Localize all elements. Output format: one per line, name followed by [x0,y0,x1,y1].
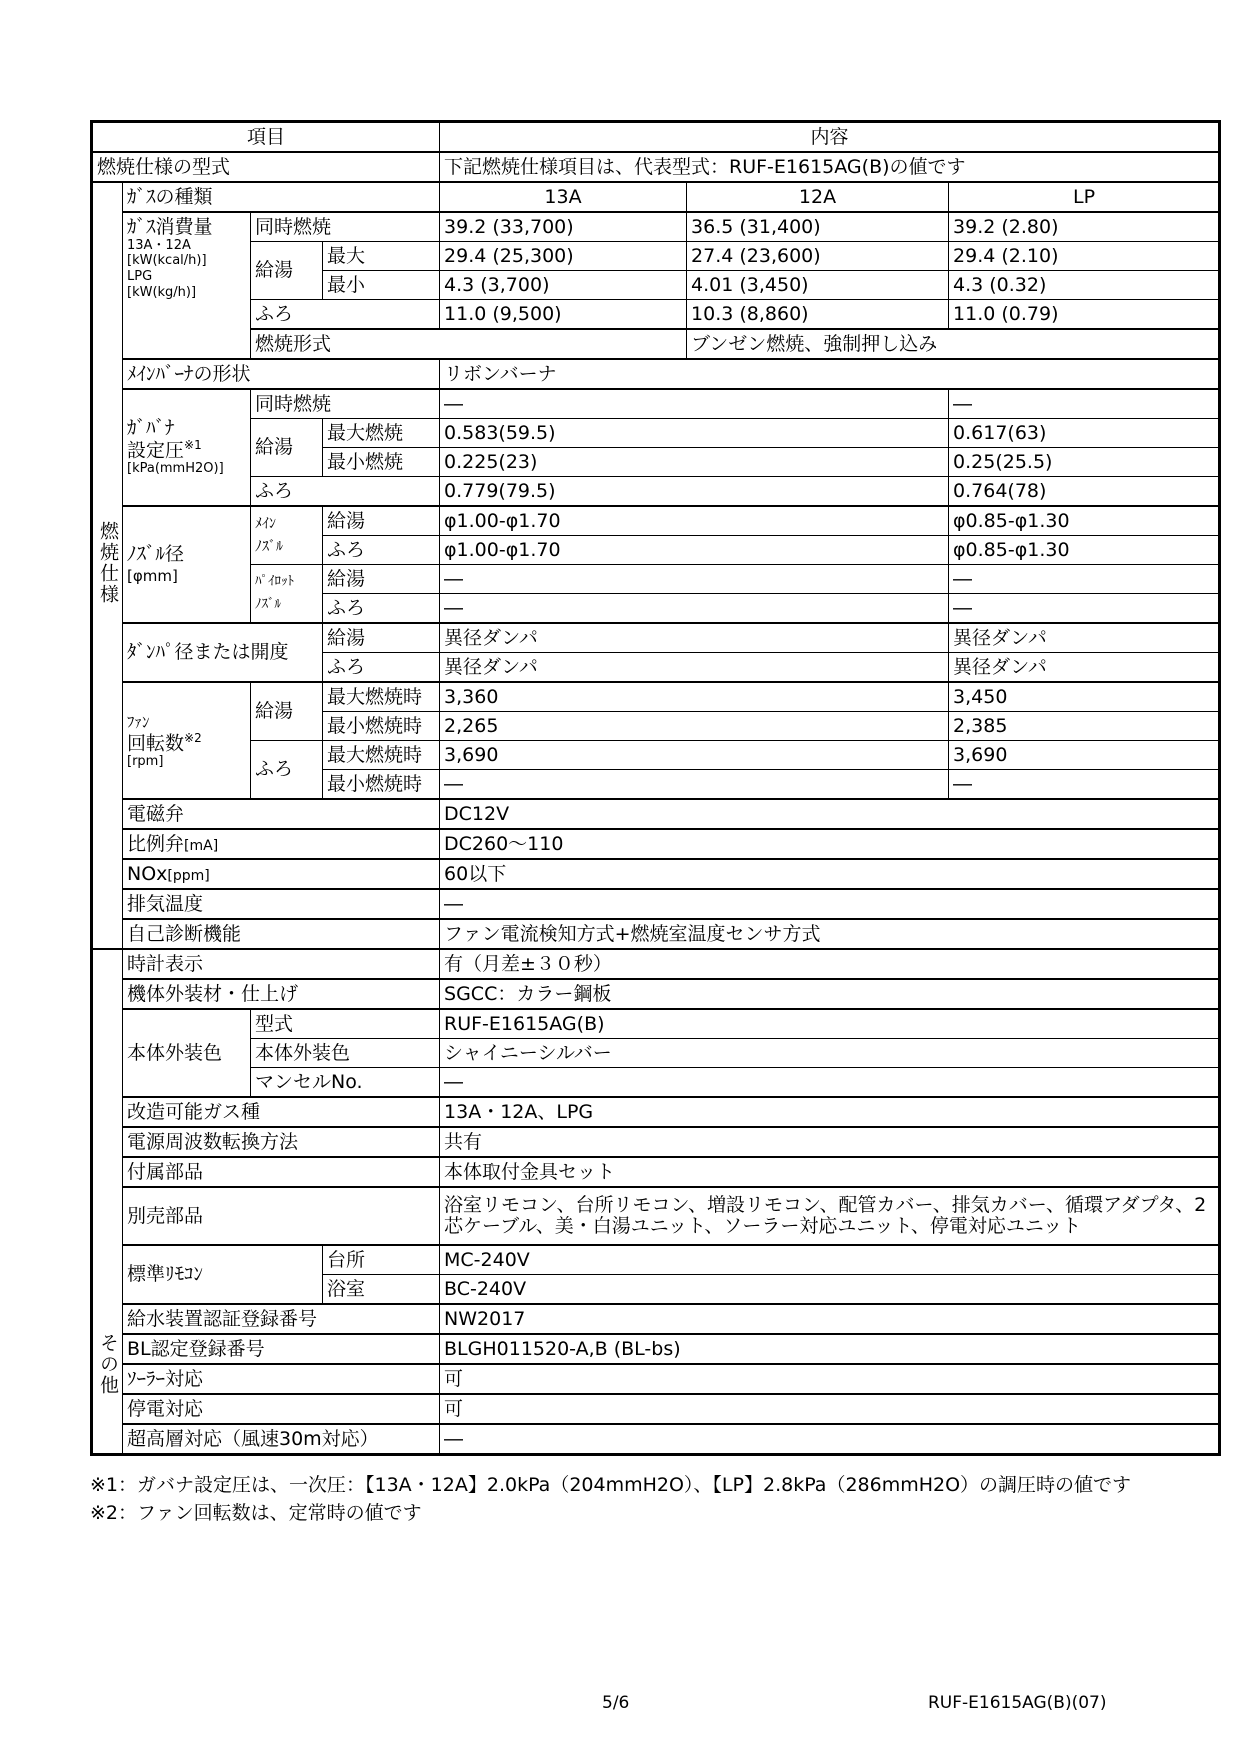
material-value: SGCC：カラー鋼板 [440,979,1220,1009]
clock-label: 時計表示 [123,949,440,979]
table-row [92,859,1220,889]
table-row [92,1068,1220,1098]
gc-simul-label: 同時燃焼 [251,212,440,242]
table-row [92,1127,1220,1157]
table-row [92,889,1220,919]
gas-12a: 12A [687,182,949,212]
remote-kitchen-value: MC-240V [440,1245,1220,1275]
fan-fmax-value: 3,690 [440,741,949,770]
fan-kyuto-label: 給湯 [251,682,323,741]
gas-consumption-unit2: [kW(kcal/h)] [127,253,207,269]
color-munsell-value: ― [440,1068,1220,1098]
table-row [92,1009,1220,1039]
fan-fmin-label: 最小燃焼時 [323,770,440,800]
remote-bath-label: 浴室 [323,1275,440,1305]
clock-value: 有（月差±３０秒） [440,949,1220,979]
convertible-value: 13A・12A、LPG [440,1097,1220,1127]
high-rise-label: 超高層対応（風速30m対応） [123,1424,440,1455]
gas-consumption-unit1: 13A・12A [127,237,191,253]
nz-main-kyuto-label: 給湯 [323,506,440,536]
gc-max-lp: 29.4 (2.10) [949,242,1220,271]
header-row [92,122,1220,153]
table-row [92,1364,1220,1394]
fan-kmin-lp: 2,385 [949,712,1220,741]
exhaust-value: ― [440,889,1220,919]
nozzle-title: ﾉｽﾞﾙ径 [127,542,185,565]
gc-furo-label: ふろ [251,300,440,330]
gas-consumption-label [123,212,251,359]
gc-simul-12a: 36.5 (31,400) [687,212,949,242]
gc-min-12a: 4.01 (3,450) [687,271,949,300]
gov-kyuto-label: 給湯 [251,419,323,477]
fan-label [123,682,251,799]
table-row [92,682,1220,712]
solar-value: 可 [440,1364,1220,1394]
power-outage-label: 停電対応 [123,1394,440,1424]
options-label: 別売部品 [123,1187,440,1245]
nozzle-unit: [φmm] [127,566,178,585]
fan-kmax-label: 最大燃焼時 [323,682,440,712]
nozzle-pilot-1: ﾊﾟｲﾛｯﾄ [255,574,294,590]
water-cert-value: NW2017 [440,1304,1220,1334]
nozzle-pilot-label [251,565,323,624]
table-row [92,152,1220,182]
gov-max-value: 0.583(59.5) [440,419,949,448]
table-row [92,1424,1220,1455]
gas-consumption-unit4: [kW(kg/h)] [127,284,197,300]
model-label: 燃焼仕様の型式 [92,152,440,182]
solenoid-value: DC12V [440,799,1220,829]
remote-bath-value: BC-240V [440,1275,1220,1305]
table-row [92,1157,1220,1187]
document-code: RUF-E1615AG(B)(07) [928,1693,1107,1713]
table-row [92,242,1220,271]
gc-max-12a: 27.4 (23,600) [687,242,949,271]
table-row [92,182,1220,212]
table-row [92,979,1220,1009]
gov-max-label: 最大燃焼 [323,419,440,448]
spec-table [90,120,1221,1456]
gc-max-13a: 29.4 (25,300) [440,242,687,271]
table-row [92,300,1220,330]
nz-pilot-kyuto-label: 給湯 [323,565,440,594]
fan-note: ※2 [184,731,202,746]
remote-kitchen-label: 台所 [323,1245,440,1275]
section-combustion-spec [92,182,123,949]
gov-max-lp: 0.617(63) [949,419,1220,448]
nox-title: NOx [127,862,168,885]
water-cert-label: 給水装置認証登録番号 [123,1304,440,1334]
nozzle-main-label [251,506,323,565]
fan-fmax-label: 最大燃焼時 [323,741,440,770]
color-body-value: シャイニーシルバー [440,1039,1220,1068]
fan-kmax-value: 3,360 [440,682,949,712]
freq-label: 電源周波数転換方法 [123,1127,440,1157]
gc-simul-13a: 39.2 (33,700) [440,212,687,242]
section-combustion-label: 燃焼仕様 [96,521,119,606]
fan-title1: ﾌｧﾝ [127,713,150,732]
gc-min-13a: 4.3 (3,700) [440,271,687,300]
solar-label: ｿｰﾗｰ対応 [123,1364,440,1394]
nz-main-kyuto-lp: φ0.85-φ1.30 [949,506,1220,536]
combustion-type-label: 燃焼形式 [251,329,687,359]
color-body-label: 本体外装色 [251,1039,440,1068]
nozzle-main-2: ﾉｽﾞﾙ [255,538,283,555]
table-row [92,506,1220,536]
damper-kyuto-lp: 異径ダンパ [949,623,1220,653]
fan-furo-label: ふろ [251,741,323,800]
gov-simul-lp: ― [949,389,1220,419]
fan-fmin-lp: ― [949,770,1220,800]
gas-type-label: ｶﾞｽの種類 [123,182,440,212]
table-row [92,565,1220,594]
fan-kmin-value: 2,265 [440,712,949,741]
fan-fmax-lp: 3,690 [949,741,1220,770]
gov-simul-value: ― [440,389,949,419]
gc-max-label: 最大 [323,242,440,271]
governor-note: ※1 [184,438,202,453]
footnote-1: ※1：ガバナ設定圧は、一次圧：【13A・12A】2.0kPa（204mmH2O）、【LP】2.8kPa（286mmH2O）の調圧時の値です [90,1474,1132,1496]
gc-furo-13a: 11.0 (9,500) [440,300,687,330]
accessories-value: 本体取付金具セット [440,1157,1220,1187]
table-row [92,1394,1220,1424]
accessories-label: 付属部品 [123,1157,440,1187]
fan-fmin-value: ― [440,770,949,800]
damper-furo-lp: 異径ダンパ [949,653,1220,683]
self-diag-value: ファン電流検知方式+燃焼室温度センサ方式 [440,919,1220,949]
header-item: 項目 [92,122,440,153]
table-row [92,1187,1220,1245]
gas-lp: LP [949,182,1220,212]
table-row [92,829,1220,859]
remote-label: 標準ﾘﾓｺﾝ [123,1245,323,1304]
gov-furo-value: 0.779(79.5) [440,477,949,507]
table-row [92,359,1220,389]
gov-min-lp: 0.25(25.5) [949,448,1220,477]
governor-unit: [kPa(mmH2O)] [127,461,224,477]
gov-min-value: 0.225(23) [440,448,949,477]
prop-valve-value: DC260～110 [440,829,1220,859]
gas-13a: 13A [440,182,687,212]
nz-main-kyuto-value: φ1.00-φ1.70 [440,506,949,536]
table-row [92,477,1220,507]
table-row [92,799,1220,829]
material-label: 機体外装材・仕上げ [123,979,440,1009]
table-row [92,1097,1220,1127]
fan-unit: [rpm] [127,754,164,770]
table-row [92,741,1220,770]
fan-kmax-lp: 3,450 [949,682,1220,712]
nz-pilot-furo-label: ふろ [323,594,440,624]
gc-min-label: 最小 [323,271,440,300]
header-content: 内容 [440,122,1220,153]
gc-furo-lp: 11.0 (0.79) [949,300,1220,330]
table-row [92,1039,1220,1068]
solenoid-label: 電磁弁 [123,799,440,829]
color-munsell-label: マンセルNo. [251,1068,440,1098]
governor-title2: 設定圧 [127,439,185,462]
footnote-2: ※2：ファン回転数は、定常時の値です [90,1502,422,1524]
convertible-label: 改造可能ガス種 [123,1097,440,1127]
exhaust-label: 排気温度 [123,889,440,919]
prop-valve-label [123,829,440,859]
table-row [92,1304,1220,1334]
damper-kyuto-label: 給湯 [323,623,440,653]
high-rise-value: ― [440,1424,1220,1455]
table-row [92,949,1220,979]
nz-pilot-furo-lp: ― [949,594,1220,624]
governor-label [123,389,251,506]
damper-label: ﾀﾞﾝﾊﾟ径または開度 [123,623,323,682]
main-burner-value: リボンバーナ [440,359,1220,389]
gov-furo-label: ふろ [251,477,440,507]
nozzle-pilot-2: ﾉｽﾞﾙ [255,596,281,612]
nozzle-main-1: ﾒｲﾝ [255,516,276,533]
freq-value: 共有 [440,1127,1220,1157]
gas-consumption-unit3: LPG [127,269,153,285]
model-value: 下記燃焼仕様項目は、代表型式：RUF-E1615AG(B)の値です [440,152,1220,182]
gc-kyuto-label: 給湯 [251,242,323,300]
page-number: 5/6 [602,1693,630,1713]
table-row [92,1334,1220,1364]
nz-pilot-kyuto-value: ― [440,565,949,594]
nox-label [123,859,440,889]
prop-valve-title: 比例弁 [127,832,185,855]
options-value: 浴室リモコン、台所リモコン、増設リモコン、配管カバー、排気カバー、循環アダプタ、2芯ケーブル、美・白湯ユニット、ソーラー対応ユニット、停電対応ユニット [440,1187,1220,1245]
gas-consumption-title: ｶﾞｽ消費量 [127,216,213,238]
bl-cert-value: BLGH011520-A,B (BL-bs) [440,1334,1220,1364]
section-other-label: その他 [96,1332,119,1396]
nz-main-furo-value: φ1.00-φ1.70 [440,536,949,565]
fan-title2: 回転数 [127,732,185,755]
color-model-label: 型式 [251,1009,440,1039]
table-row [92,389,1220,419]
main-burner-label: ﾒｲﾝﾊﾞｰﾅの形状 [123,359,440,389]
nox-unit: [ppm] [167,867,210,884]
nox-value: 60以下 [440,859,1220,889]
section-other [92,949,123,1455]
gc-furo-12a: 10.3 (8,860) [687,300,949,330]
nozzle-label [123,506,251,623]
governor-title1: ｶﾞﾊﾞﾅ [127,417,175,440]
table-row [92,1245,1220,1275]
gov-simul-label: 同時燃焼 [251,389,440,419]
table-row [92,419,1220,448]
table-row [92,919,1220,949]
table-row [92,623,1220,653]
gc-simul-lp: 39.2 (2.80) [949,212,1220,242]
bl-cert-label: BL認定登録番号 [123,1334,440,1364]
combustion-type-value: ブンゼン燃焼、強制押し込み [687,329,1220,359]
prop-valve-unit: [mA] [184,837,219,854]
damper-kyuto-value: 異径ダンパ [440,623,949,653]
nz-main-furo-lp: φ0.85-φ1.30 [949,536,1220,565]
gov-min-label: 最小燃焼 [323,448,440,477]
nz-pilot-furo-value: ― [440,594,949,624]
damper-furo-value: 異径ダンパ [440,653,949,683]
color-label: 本体外装色 [123,1009,251,1097]
gc-min-lp: 4.3 (0.32) [949,271,1220,300]
nz-main-furo-label: ふろ [323,536,440,565]
gov-furo-lp: 0.764(78) [949,477,1220,507]
damper-furo-label: ふろ [323,653,440,683]
color-model-value: RUF-E1615AG(B) [440,1009,1220,1039]
nz-pilot-kyuto-lp: ― [949,565,1220,594]
table-row [92,329,1220,359]
power-outage-value: 可 [440,1394,1220,1424]
table-row [92,212,1220,242]
self-diag-label: 自己診断機能 [123,919,440,949]
fan-kmin-label: 最小燃焼時 [323,712,440,741]
